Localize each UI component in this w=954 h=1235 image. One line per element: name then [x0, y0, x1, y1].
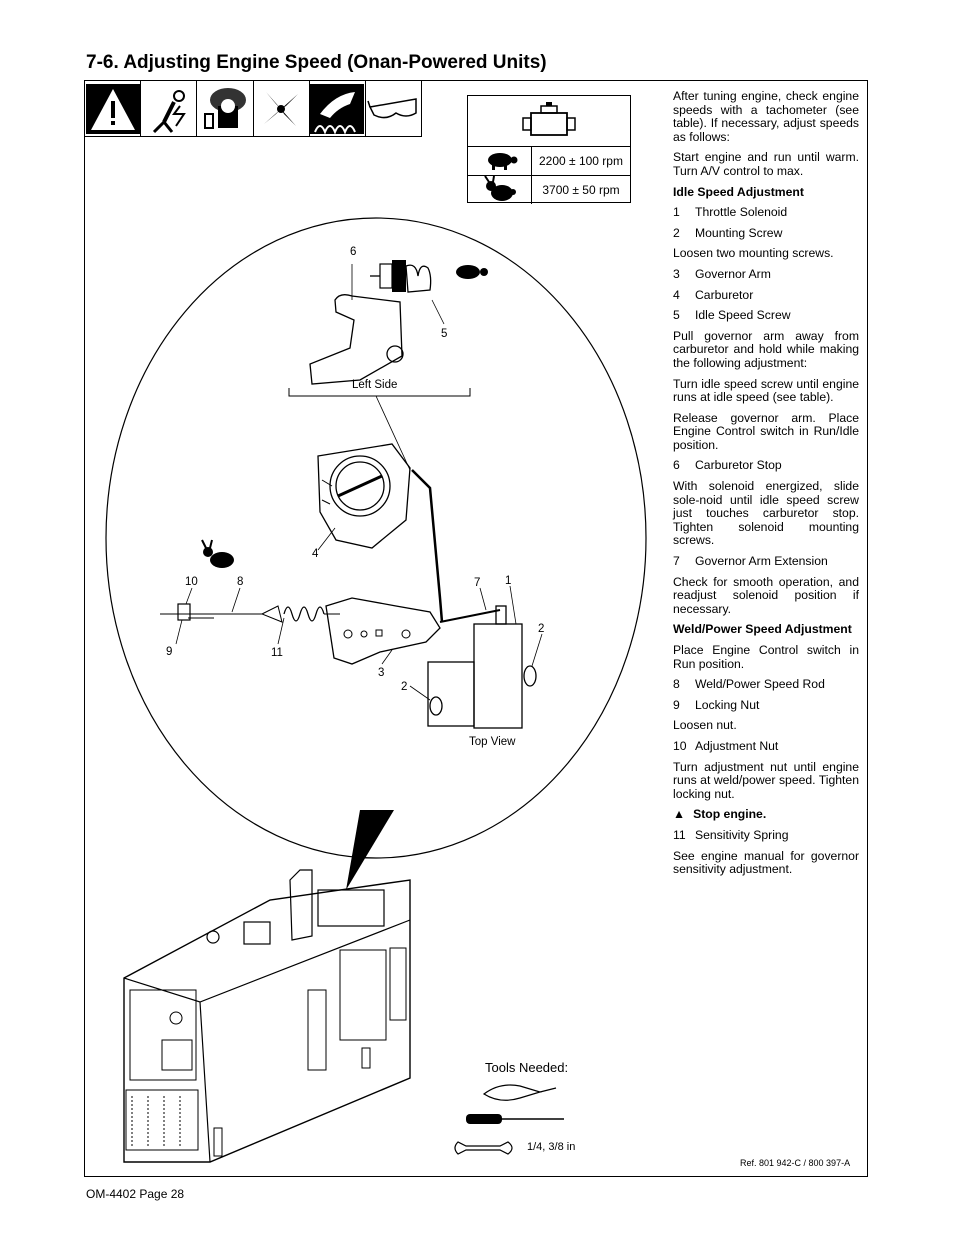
instruction-item [673, 459, 859, 473]
item-text: Carburetor [695, 287, 754, 302]
item-number: 5 [673, 308, 680, 323]
item-text: Mounting Screw [695, 225, 783, 240]
item-text: Carburetor Stop [695, 458, 782, 473]
item-text: Locking Nut [695, 697, 760, 712]
callout-9: 9 [166, 646, 173, 658]
instruction-heading: Weld/Power Speed Adjustment [673, 622, 852, 637]
instruction-item [673, 227, 859, 241]
instruction-paragraph: After tuning engine, check engine speeds with a tachometer (see table). If necessary, adjust speeds as follows: [673, 89, 859, 144]
instruction-paragraph: Loosen nut. [673, 718, 737, 733]
callout-3: 3 [378, 667, 385, 679]
instruction-item [673, 289, 859, 303]
weld-speed-value: 3700 ± 50 rpm [542, 183, 620, 197]
instruction-item [673, 740, 859, 754]
instruction-paragraph: Release governor arm. Place Engine Control switch in Run/Idle position. [673, 410, 859, 452]
callout-6: 6 [350, 246, 357, 258]
callout-7: 7 [474, 577, 481, 589]
instruction-item [673, 678, 859, 692]
instruction-paragraph: Pull governor arm away from carburetor and hold while making the following adjustment: [673, 328, 859, 370]
idle-speed-value: 2200 ± 100 rpm [539, 154, 623, 168]
item-number: 1 [673, 205, 680, 220]
instruction-item [673, 206, 859, 220]
reference-number: Ref. 801 942-C / 800 397-A [740, 1158, 851, 1168]
instruction-paragraph: See engine manual for governor sensitivity adjustment. [673, 848, 859, 877]
callout-10: 10 [185, 576, 198, 588]
callout-4: 4 [312, 548, 319, 560]
instruction-paragraph: With solenoid energized, slide sole-noid until idle speed screw just touches carburetor stop. Tighten solenoid mounting screws. [673, 479, 859, 548]
warning-triangle-icon: ▲ [673, 807, 686, 822]
item-number: 7 [673, 554, 680, 569]
stop-engine-warning [673, 808, 859, 822]
instruction-item [673, 309, 859, 323]
item-number: 10 [673, 738, 687, 753]
callout-8: 8 [237, 576, 244, 588]
instruction-paragraph: Loosen two mounting screws. [673, 246, 834, 261]
item-text: Weld/Power Speed Rod [695, 677, 825, 692]
section-title: 7-6. Adjusting Engine Speed (Onan-Powered Units) [86, 52, 547, 73]
item-number: 3 [673, 266, 680, 281]
item-text: Governor Arm [695, 266, 771, 281]
item-number: 8 [673, 677, 680, 692]
instruction-item [673, 555, 859, 569]
item-number: 11 [673, 827, 686, 842]
instruction-heading: Idle Speed Adjustment [673, 184, 804, 199]
page-footer: OM-4402 Page 28 [86, 1187, 185, 1201]
instruction-column [673, 90, 859, 884]
callout-2-solenoid: 2 [538, 623, 545, 635]
item-text: Idle Speed Screw [695, 308, 791, 323]
left-side-label: Left Side [352, 379, 398, 391]
top-view-label: Top View [469, 736, 516, 748]
item-text: Sensitivity Spring [695, 827, 789, 842]
instruction-paragraph: Turn idle speed screw until engine runs at idle speed (see table). [673, 376, 859, 405]
tools-needed-heading: Tools Needed: [485, 1060, 569, 1075]
instruction-paragraph: Turn adjustment nut until engine runs at weld/power speed. Tighten locking nut. [673, 759, 859, 801]
item-text: Throttle Solenoid [695, 205, 788, 220]
item-text: Adjustment Nut [695, 738, 779, 753]
instruction-paragraph: Start engine and run until warm. Turn A/V control to max. [673, 150, 859, 178]
item-number: 4 [673, 287, 680, 302]
item-text: Governor Arm Extension [695, 554, 828, 569]
instruction-item [673, 268, 859, 282]
item-number: 9 [673, 697, 680, 712]
item-number: 6 [673, 458, 680, 473]
warning-text: Stop engine. [693, 807, 767, 822]
instruction-item [673, 829, 859, 843]
callout-5: 5 [441, 328, 448, 340]
item-number: 2 [673, 225, 680, 240]
callout-11: 11 [271, 647, 283, 659]
wrench-size-label: 1/4, 3/8 in [527, 1141, 576, 1153]
instruction-paragraph: Check for smooth operation, and readjust solenoid position if necessary. [673, 574, 859, 616]
callout-2-mount: 2 [401, 681, 408, 693]
callout-1: 1 [505, 575, 512, 587]
instruction-paragraph: Place Engine Control switch in Run position. [673, 643, 859, 671]
instruction-item [673, 699, 859, 713]
